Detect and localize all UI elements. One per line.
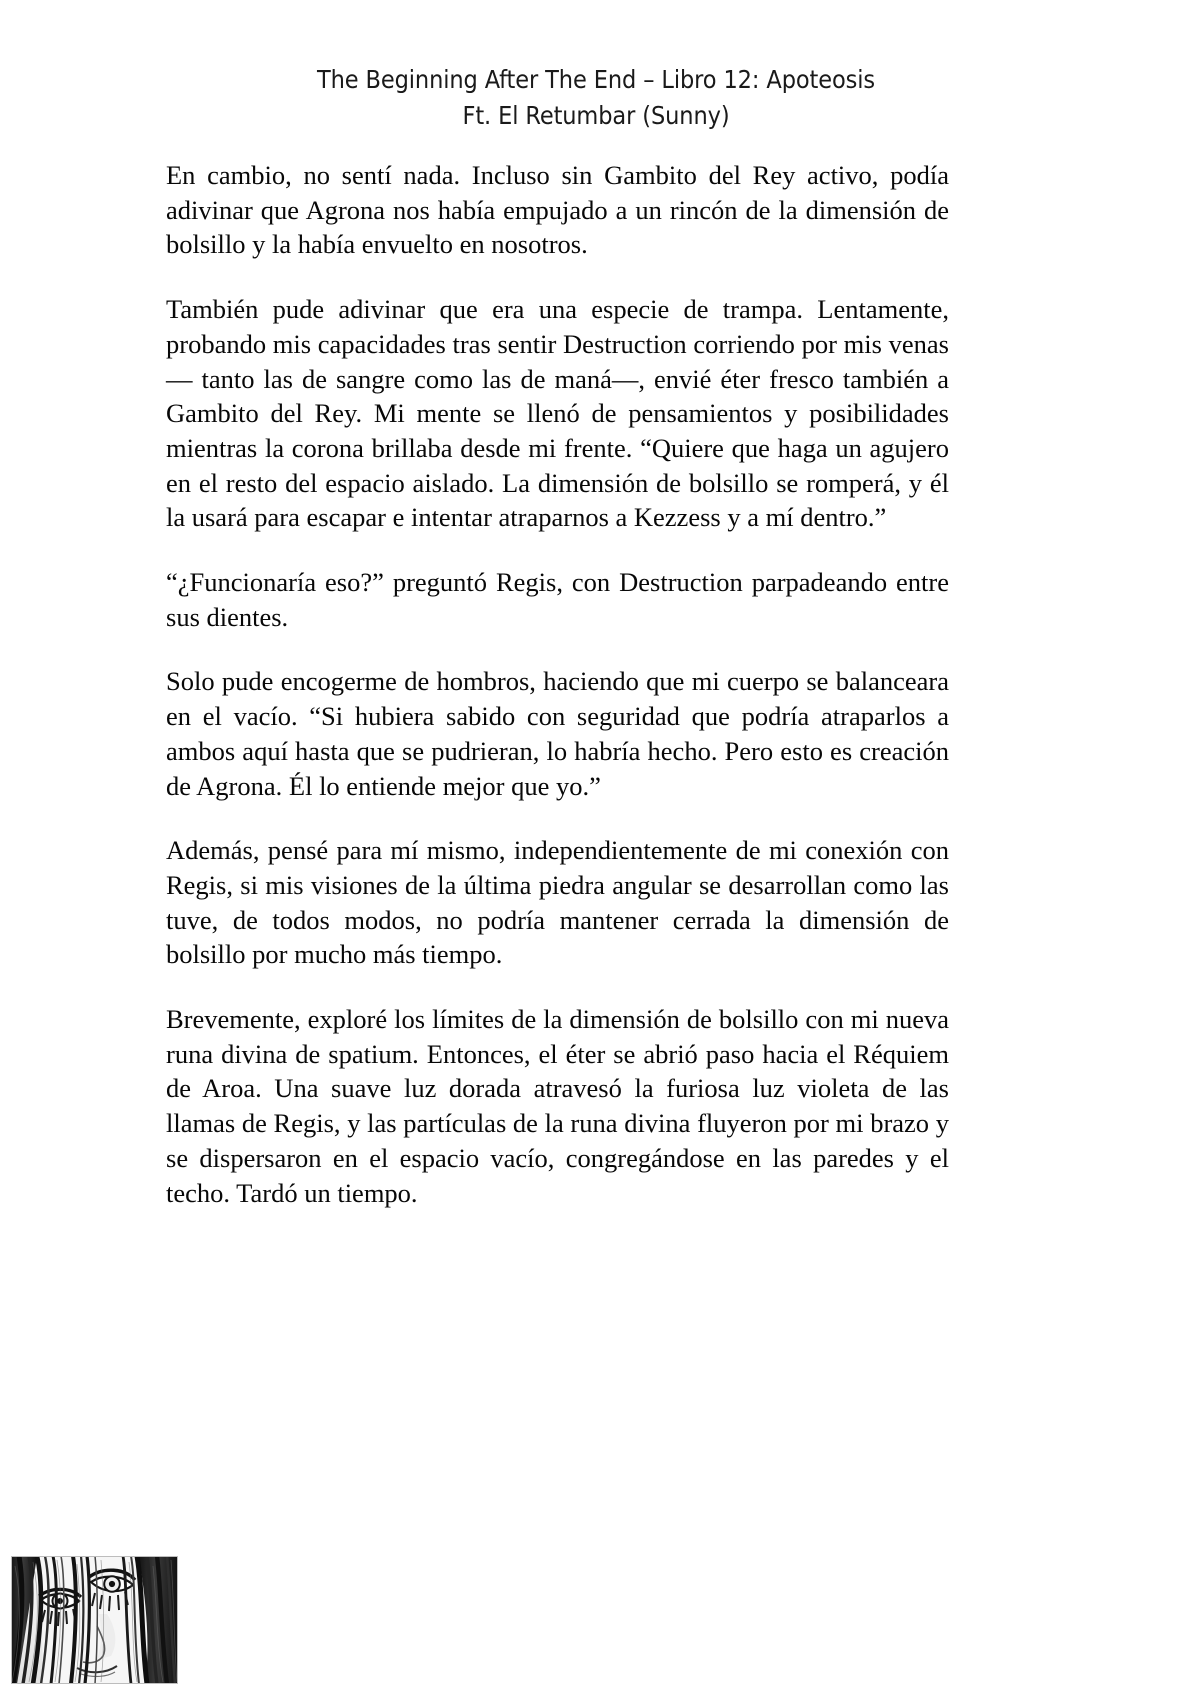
paragraph-2: También pude adivinar que era una especie de trampa. Lentamente, probando mis capacidades tras sentir Destruction corriendo por mis venas — tanto las de sangre como las de maná—, envié éter fresco también a Gambito del Rey. Mi mente se llenó de pensamientos y posibilidades mientras la corona brillaba desde mi frente. “Quiere que haga un agujero en el resto del espacio aislado. La dimensión de bolsillo se romperá, y él la usará para escapar e intentar atraparnos a Kezzess y a mí dentro.” [166, 294, 949, 533]
paragraph-4: Solo pude encogerme de hombros, haciendo que mi cuerpo se balanceara en el vacío. “Si hubiera sabido con seguridad que podría atraparlos a ambos aquí hasta que se pudrieran, lo habría hecho. Pero esto es creación de Agrona. Él lo entiende mejor que yo.” [166, 666, 949, 801]
paragraph-3: “¿Funcionaría eso?” preguntó Regis, con Destruction parpadeando entre sus dientes. [166, 567, 949, 632]
paragraph-5: Además, pensé para mí mismo, independientemente de mi conexión con Regis, si mis visiones de la última piedra angular se desarrollan como las tuve, de todos modos, no podría mantener cerrada la dimensión de bolsillo por mucho más tiempo. [166, 835, 949, 970]
manga-face-artwork [11, 1556, 178, 1684]
header-subtitle-line: Ft. El Retumbar (Sunny) [462, 100, 730, 130]
document-header [0, 62, 1192, 133]
page-left-edge [0, 0, 2, 1684]
header-title-line: The Beginning After The End – Libro 12: Apoteosis [316, 65, 876, 94]
manga-face-illustration [11, 1556, 178, 1684]
paragraph-1: En cambio, no sentí nada. Incluso sin Gambito del Rey activo, podía adivinar que Agrona nos había empujado a un rincón de la dimensión de bolsillo y la había envuelto en nosotros. [166, 160, 949, 260]
paragraph-6: Brevemente, exploré los límites de la dimensión de bolsillo con mi nueva runa divina de spatium. Entonces, el éter se abrió paso hacia el Réquiem de Aroa. Una suave luz dorada atravesó la furiosa luz violeta de las llamas de Regis, y las partículas de la runa divina fluyeron por mi brazo y se dispersaron en el espacio vacío, congregándose en las paredes y el techo. Tardó un tiempo. [166, 1004, 949, 1208]
body-text-block [166, 158, 949, 1210]
